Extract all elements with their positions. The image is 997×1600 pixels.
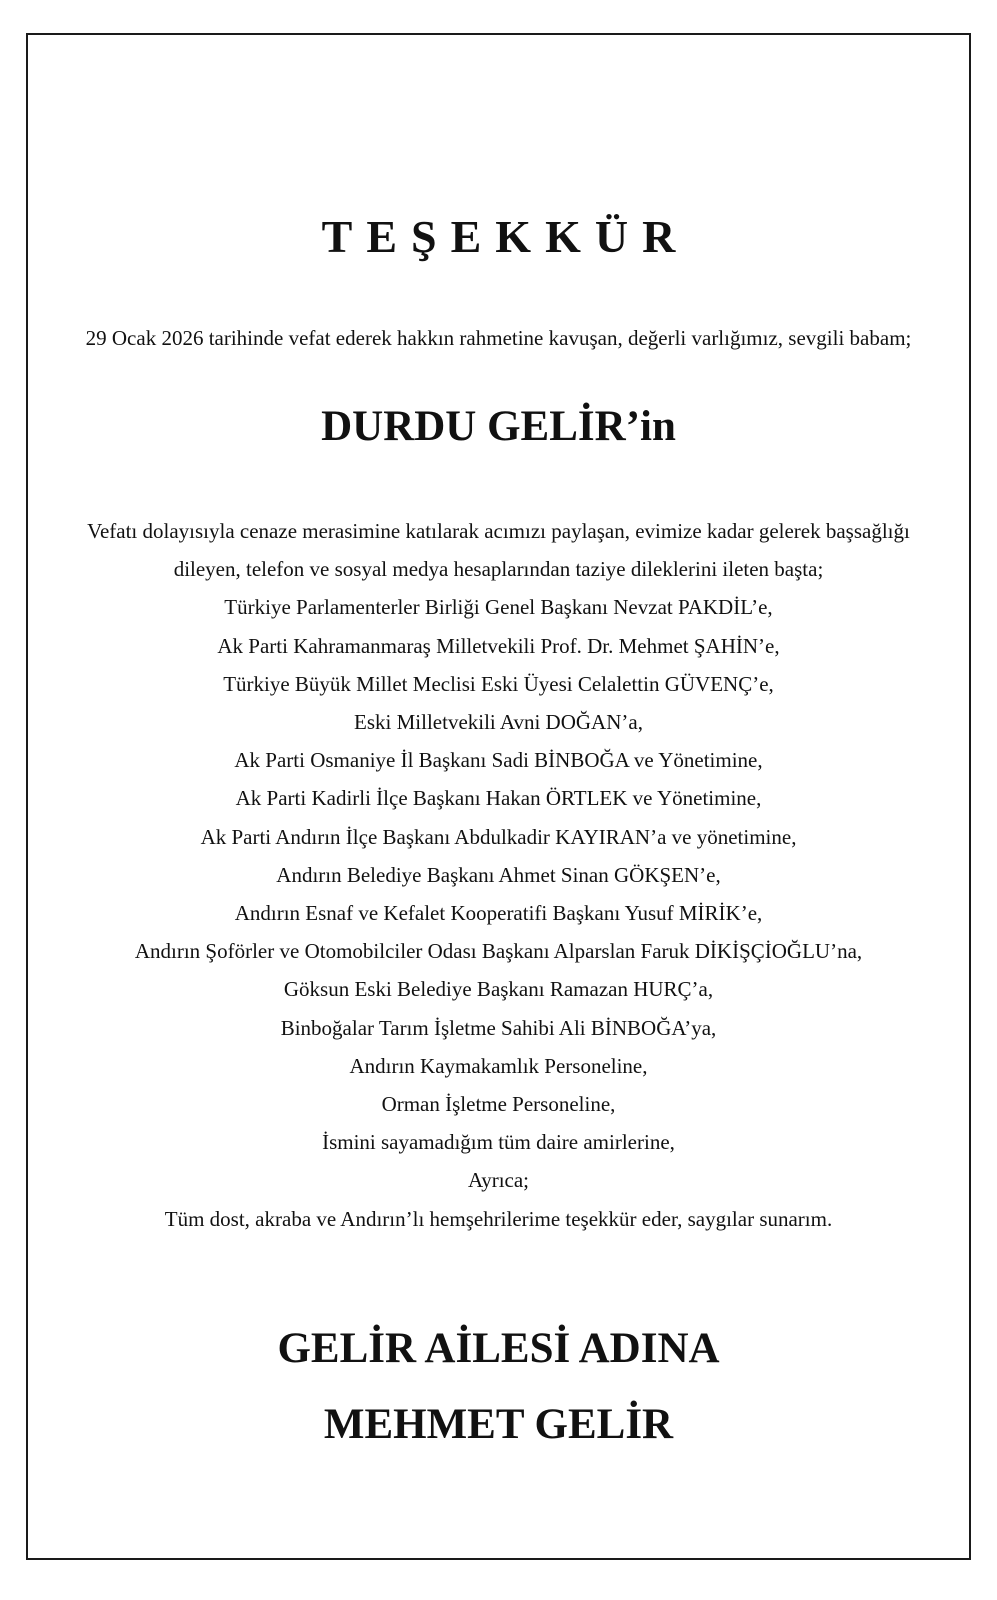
signature-family: GELİR AİLESİ ADINA: [277, 1325, 720, 1372]
body-line: Eski Milletvekili Avni DOĞAN’a,: [354, 710, 643, 735]
body-line: Ak Parti Kadirli İlçe Başkanı Hakan ÖRTLEK ve Yönetimine,: [235, 786, 762, 811]
body-line: Ak Parti Andırın İlçe Başkanı Abdulkadir KAYIRAN’a ve yönetimine,: [200, 824, 797, 849]
body-line: Andırın Esnaf ve Kefalet Kooperatifi Başkanı Yusuf MİRİK’e,: [234, 901, 763, 926]
body-line: Ak Parti Osmaniye İl Başkanı Sadi BİNBOĞA ve Yönetimine,: [234, 748, 763, 773]
body-line: Ayrıca;: [467, 1168, 530, 1193]
body-line: Ak Parti Kahramanmaraş Milletvekili Prof. Dr. Mehmet ŞAHİN’e,: [217, 633, 780, 658]
body-line: Tüm dost, akraba ve Andırın’lı hemşehrilerime teşekkür eder, saygılar sunarım.: [164, 1206, 833, 1231]
body-line: Vefatı dolayısıyla cenaze merasimine katılarak acımızı paylaşan, evimize kadar gelerek başsağlığı: [87, 519, 910, 543]
body-line: Türkiye Büyük Millet Meclisi Eski Üyesi Celalettin GÜVENÇ’e,: [223, 671, 774, 696]
body-line: dileyen, telefon ve sosyal medya hesaplarından taziye dileklerini ileten başta;: [173, 557, 824, 582]
thanks-list: [28, 512, 969, 1238]
body-line: Andırın Kaymakamlık Personeline,: [349, 1053, 648, 1078]
body-line: Andırın Şoförler ve Otomobilciler Odası Başkanı Alparslan Faruk DİKİŞÇİOĞLU’na,: [134, 939, 863, 964]
body-line: Türkiye Parlamenterler Birliği Genel Başkanı Nevzat PAKDİL’e,: [224, 595, 773, 620]
body-line: İsmini sayamadığım tüm daire amirlerine,: [322, 1130, 675, 1155]
deceased-name: DURDU GELİR’in: [321, 403, 676, 450]
signature-block: [28, 1311, 969, 1463]
body-line: Orman İşletme Personeline,: [381, 1092, 616, 1117]
body-line: Andırın Belediye Başkanı Ahmet Sinan GÖKŞEN’e,: [276, 862, 721, 887]
intro-text: 29 Ocak 2026 tarihinde vefat ederek hakkın rahmetine kavuşan, değerli varlığımız, sevgili babam;: [85, 326, 912, 350]
notice-frame: [26, 33, 971, 1560]
notice-title: TEŞEKKÜR: [321, 211, 690, 262]
body-line: Göksun Eski Belediye Başkanı Ramazan HURÇ’a,: [283, 977, 714, 1002]
body-line: Binboğalar Tarım İşletme Sahibi Ali BİNBOĞA’ya,: [280, 1015, 717, 1040]
signature-name: MEHMET GELİR: [323, 1401, 674, 1448]
